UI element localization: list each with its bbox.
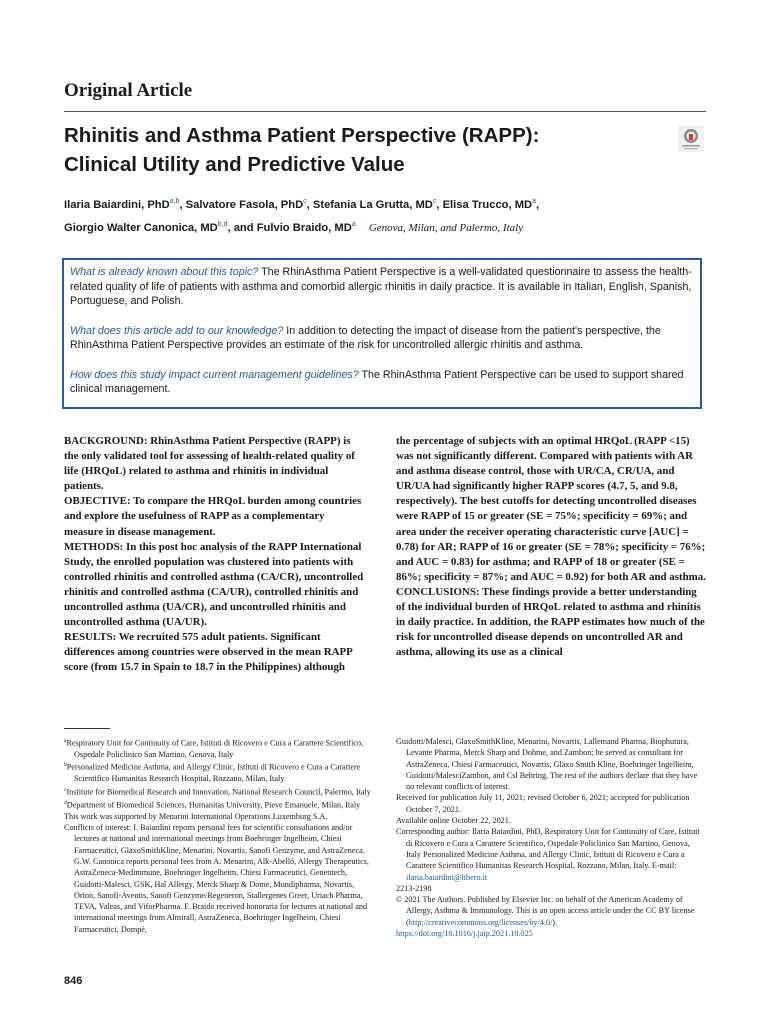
abstract-column-left: [64, 434, 364, 676]
page-number: 846: [64, 975, 83, 987]
affiliation-note: $^b$Personalized Medicine Asthma, and Allergy Clinic, Istituti di Ricovero e Cura a Carattere Scientifico Humanitas Research Hospital, Rozzano, Milan, Italy: [64, 762, 361, 784]
abstract-objective: OBJECTIVE: To compare the HRQoL burden among countries and explore the usefulness of RAPP as a complementary measure in disease management.: [64, 495, 362, 538]
title-line-2: Clinical Utility and Predictive Value: [64, 153, 405, 176]
funding-note: This work was supported by Menarini International Operations Luxemburg S.A.: [64, 811, 328, 821]
whats-new-item: [70, 265, 694, 309]
whats-new-answer: The RhinAsthma Patient Perspective can be used to support shared clinical management.: [70, 368, 684, 395]
affiliation-note: $^c$Institute for Biomedical Research and Innovation, National Research Council, Palermo, Italy: [64, 786, 371, 797]
article-type: Original Article: [64, 80, 193, 101]
whats-new-question: How does this study impact current management guidelines?: [70, 368, 359, 381]
header-divider: [64, 111, 706, 112]
abstract-conclusions: CONCLUSIONS: These findings provide a better understanding of the individual burden of HRQoL related to asthma and rhinitis in daily practice. In addition, the RAPP estimates how much of the risk for uncontrolled disease depends on uncontrolled AR and asthma, allowing its use as a clinical: [396, 585, 705, 659]
author-list: Ilaria Baiardini, PhD$^{a,b}$, Salvatore Fasola, PhD$^c$, Stefania La Grutta, $MD^c$, Elisa Trucco, $MD^a$, Giorgio Walter Canonica, MD$^{b,d}$, and Fulvio Braido, $MD^a$ Genova, Milan, and Palermo, Italy: [64, 198, 540, 234]
footnotes-right: [396, 736, 706, 939]
conflicts-note: Conflicts of interest: I. Baiardini reports personal fees for scientific consultations and/or lectures at national and international meetings from Boehringer Ingelheim, Chiesi Farmaceutici, GlaxoSmithKline, Menarini, Novartis, Sanofi Genzyme, and AstraZeneca. G.W. Canonica reports personal fees from A. Menarini, Alk-Abelló, Allergy Therapeutics, AstraZeneca-Medimmune, Boehringer Ingelheim, Chiesi Farmaceutici, Genentech, Guidotti-Malesci, GSK, Hal Allergy, Merck Sharp & Dome, Mundipharma, Novartis, Orion, Sanofi-Aventis, Sanofi Genzyme/Regeneron, Stallergenes Greer, Uriach Pharma, TEVA, Valeas, and ViforPharma. F. Braido received honoraria for lectures at national and international meetings from Almirall, AstraZeneca, Boehringer Ingelheim, Chiesi Farmaceutici, Dompè,: [64, 823, 369, 934]
doi-link[interactable]: https://doi.org/10.1016/j.jaip.2021.10.025: [396, 929, 533, 939]
affiliation-note: $^a$Respiratory Unit for Continuity of Care, Istituti di Ricovero e Cura a Carattere Scientifico, Ospedale Policlinico San Martino, Genova, Italy: [64, 738, 364, 760]
author: Elisa Trucco, $MD^a$: [442, 198, 537, 211]
abstract-results-continued: the percentage of subjects with an optimal HRQoL (RAPP <15) was not significantly different. Compared with patients with AR and asthma disease control, those with UR/CA, CR/UA, and UR/UA had significantly higher RAPP scores (4.7, 5, and 9.8, respectively). The best cutoffs for detecting uncontrolled diseases were RAPP of 15 or greater (SE = 75%; specificity = 69%; and area under the receiver operating characteristic curve [AUC] = 0.78) for AR; RAPP of 16 or greater (SE = 78%; specificity = 76%; and AUC = 0.83) for asthma; and RAPP of 18 or greater (SE = 86%; specificity = 87%; and AUC = 0.92) for both AR and asthma.: [396, 435, 706, 583]
article-title: [64, 121, 624, 179]
email-link[interactable]: ilaria.baiardini@libero.it: [406, 872, 488, 882]
whats-new-answer: In addition to detecting the impact of disease from the patient's perspective, the RhinAsthma Patient Perspective provides an estimate of the risk for uncontrolled allergic rhinitis and asthma.: [70, 324, 661, 351]
author: Giorgio Walter Canonica, MD$^{b,d}$: [64, 221, 228, 234]
abstract-background: BACKGROUND: RhinAsthma Patient Perspective (RAPP) is the only validated tool for assessing of health-related quality of life (HRQoL) related to asthma and rhinitis in individual patients.: [64, 435, 355, 493]
author-locations: Genova, Milan, and Palermo, Italy: [368, 222, 524, 234]
received-date: Received for publication July 11, 2021; revised October 6, 2021; accepted for publication October 7, 2021.: [396, 793, 690, 814]
whats-new-question: What is already known about this topic?: [70, 266, 259, 278]
available-online-date: Available online October 22, 2021.: [396, 816, 511, 826]
author: Salvatore Fasola, PhD$^c$: [185, 198, 307, 211]
license-link[interactable]: http://creativecommons.org/licenses/by/4.0/: [408, 917, 553, 927]
whats-new-box: [62, 258, 702, 409]
whats-new-item: [70, 324, 694, 353]
corresponding-author: Corresponding author: Ilaria Baiardini, PhD, Respiratory Unit for Continuity of Care, Istituti di Ricovero e Cura a Carattere Scientifico, Ospedale Policlinico San Martino, Genova, Italy Personalized Medicine Asthma, and Allergy Clinic, Istituti di Ricovero e Cura a Carattere Scientifico Humanitas Research Hospital, Rozzano, Milan, Italy. E-mail: ilaria.baiardini@libero.it: [396, 827, 700, 882]
author: Stefania La Grutta, $MD^c$: [312, 198, 437, 211]
footnotes-left: [64, 736, 374, 935]
copyright-note: © 2021 The Authors. Published by Elsevier Inc. on behalf of the American Academy of Allergy, Asthma & Immunology. This is an open access article under the CC BY license (http://creativecommons.org/licenses/by/4.0/).: [396, 895, 695, 927]
whats-new-item: [70, 368, 694, 397]
check-for-updates-icon[interactable]: [678, 126, 704, 152]
whats-new-answer: The RhinAsthma Patient Perspective is a well-validated questionnaire to assess the health-related quality of life of patients with asthma and comorbid allergic rhinitis in daily practice. It is available in Italian, English, Spanish, Portuguese, and Polish.: [70, 266, 692, 307]
whats-new-question: What does this article add to our knowledge?: [70, 324, 284, 337]
author: Ilaria Baiardini, PhD$^{a,b}$: [64, 198, 180, 211]
issn: 2213-2198: [396, 883, 432, 893]
conflicts-note-continued: Guidotti/Malesci, GlaxoSmithKline, Menarini, Novartis, Lallemand Pharma, Biophutura, Levante Pharma, Merck Sharp and Dohme, and Zambon; he served as consultant for AstraZeneca, Chiesi Farmaceutici, Novartis, Glaxo Smith Kline, Boehringer Ingelheim, Guidotti/MalesciZambon, and Csl Behring. The rest of the authors declare that they have no relevant conflicts of interest.: [396, 737, 698, 792]
abstract-column-right: [396, 434, 706, 660]
affiliation-note: $^d$Department of Biomedical Sciences, Humanitas University, Pieve Emanuele, Milan, Italy: [64, 799, 361, 810]
author: Fulvio Braido, $MD^a$: [256, 221, 356, 234]
abstract-methods: METHODS: In this post hoc analysis of the RAPP International Study, the enrolled population was clustered into patients with controlled rhinitis and controlled asthma (CA/CR), uncontrolled rhinitis and controlled asthma (CA/UR), controlled rhinitis and uncontrolled asthma (UA/CR), and uncontrolled rhinitis and uncontrolled asthma (UA/UR).: [64, 540, 364, 629]
footnote-divider: [64, 728, 110, 729]
title-line-1: Rhinitis and Asthma Patient Perspective (RAPP):: [64, 124, 540, 147]
abstract-results: RESULTS: We recruited 575 adult patients. Significant differences among countries were observed in the mean RAPP score (from 15.7 in Spain to 18.7 in the Philippines) although: [64, 631, 353, 674]
